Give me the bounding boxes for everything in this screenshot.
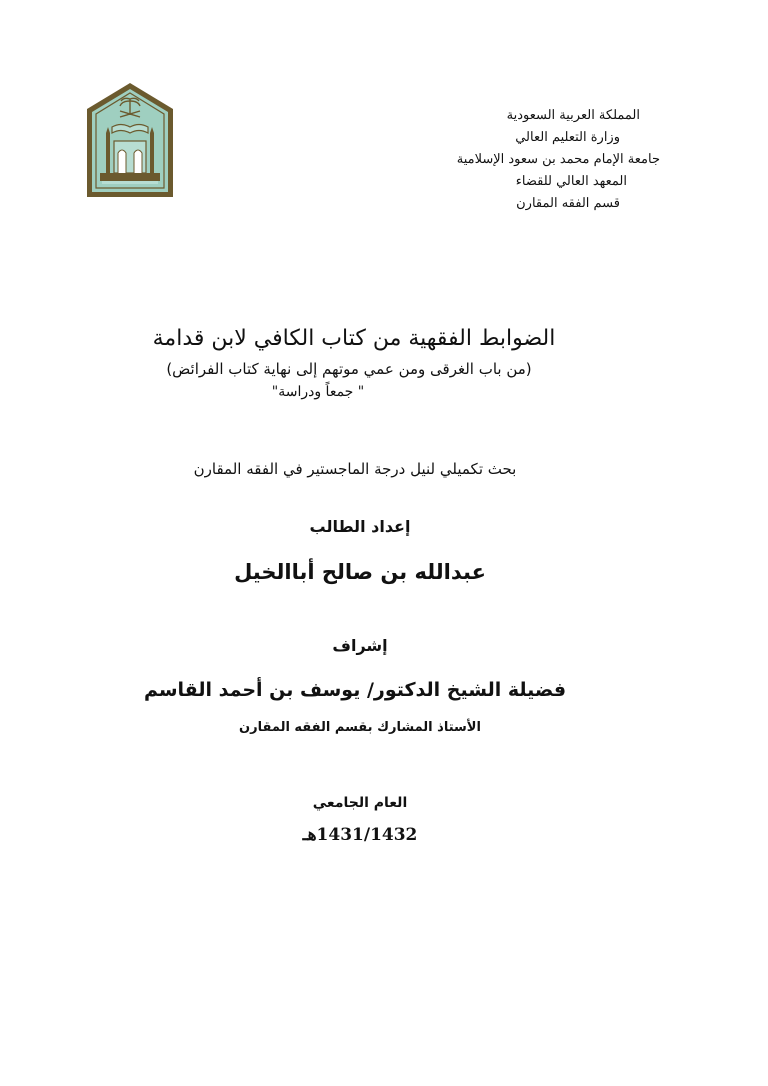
thesis-subtitle: (من باب الغرقى ومن عمي موتهم إلى نهاية كتاب الفرائض) [166,360,532,378]
supervisor-name: فضيلة الشيخ الدكتور/ يوسف بن أحمد القاسم [143,679,567,701]
academic-year-value: 1431/1432هـ [302,825,418,845]
academic-year-label: العام الجامعي [312,795,408,811]
university-emblem-icon [84,81,176,199]
header-line-department: قسم الفقه المقارن [516,196,620,211]
header-line-university: جامعة الإمام محمد بن سعود الإسلامية [456,152,660,167]
student-label: إعداد الطالب [309,517,411,536]
thesis-method: " جمعاً ودراسة" [271,384,365,400]
student-name: عبدالله بن صالح أباالخيل [234,560,486,584]
supervisor-title: الأستاذ المشارك بقسم الفقه المقارن [239,720,481,735]
header-line-institute: المعهد العالي للقضاء [515,174,627,189]
institution-header [410,105,660,215]
header-line-ministry: وزارة التعليم العالي [515,130,620,145]
thesis-main-title: الضوابط الفقهية من كتاب الكافي لابن قدامة [152,326,556,351]
supervision-label: إشراف [332,636,388,655]
header-line-kingdom: المملكة العربية السعودية [506,108,640,123]
degree-purpose: بحث تكميلي لنيل درجة الماجستير في الفقه المقارن [193,460,517,478]
thesis-title-block [0,322,768,402]
